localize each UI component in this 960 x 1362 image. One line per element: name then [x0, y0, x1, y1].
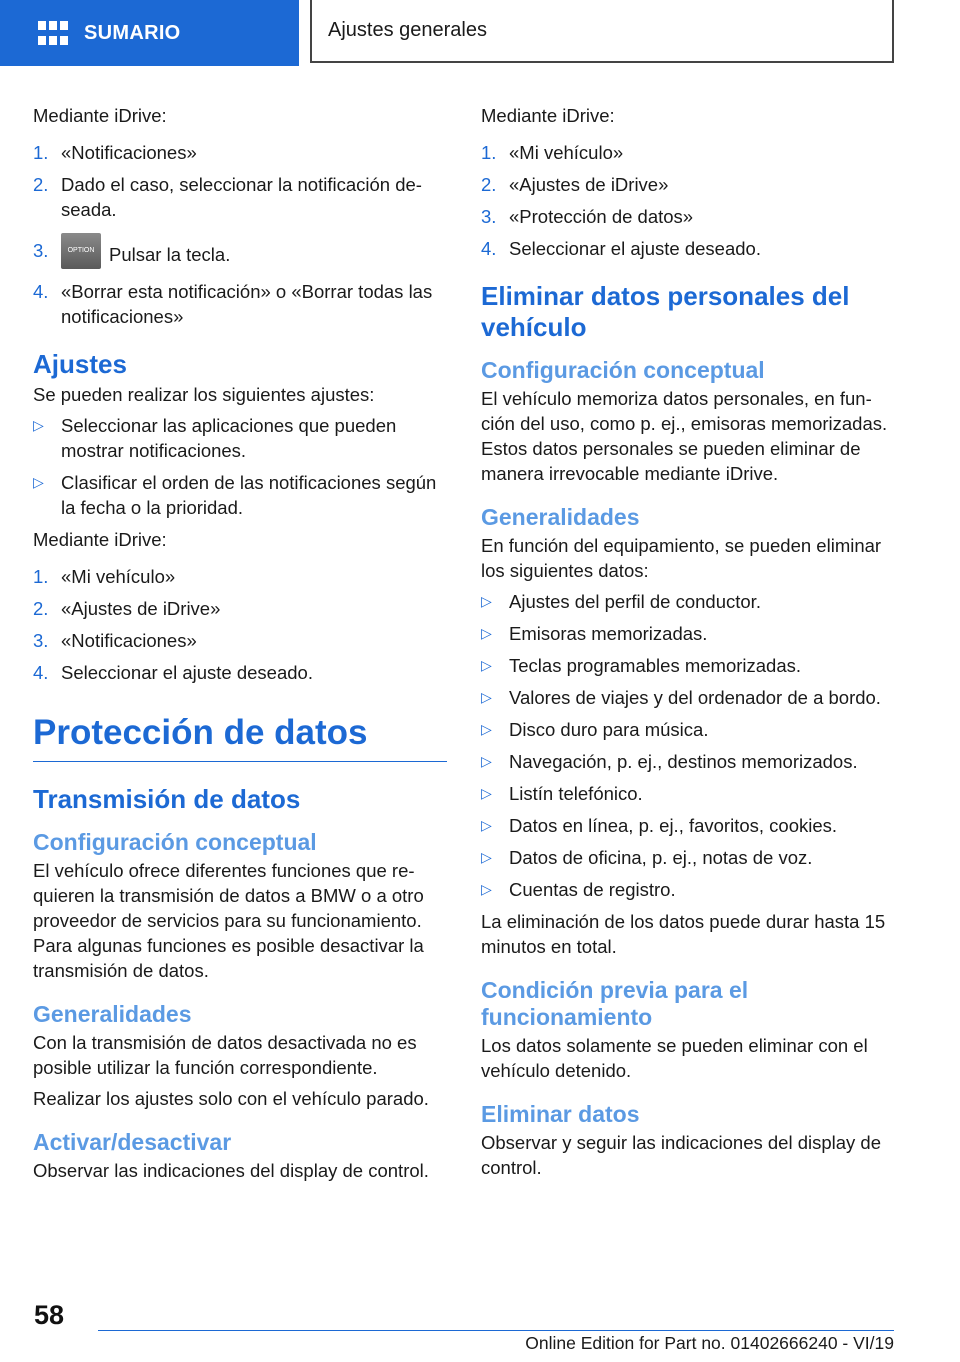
list-item [33, 628, 447, 653]
list-item [481, 653, 901, 678]
intro-text: Mediante iDrive: [33, 105, 167, 126]
triangle-bullet-icon: ▷ [481, 625, 492, 641]
intro-text: Mediante iDrive: [33, 529, 167, 550]
list-item [481, 140, 901, 165]
list-item [481, 685, 901, 710]
step-text: «Notificaciones» [61, 630, 197, 651]
footer-divider [98, 1330, 894, 1331]
step-number: 1. [33, 566, 49, 587]
step-text: «Mi vehículo» [509, 142, 624, 163]
steps-list-ajustes [33, 564, 447, 685]
step-number: 1. [33, 142, 49, 163]
step-number: 3. [481, 206, 497, 227]
triangle-bullet-icon: ▷ [481, 593, 492, 609]
eliminar-datos-personales-heading: Eliminar datos personales del vehículo [481, 281, 850, 342]
datos-bullet-list [481, 589, 901, 902]
step-text: «Notificaciones» [61, 142, 197, 163]
step-number: 4. [33, 281, 49, 302]
option-button-icon: OPTION [61, 233, 101, 269]
bullet-text: Disco duro para música. [509, 719, 709, 740]
transmision-datos-heading: Transmisión de datos [33, 784, 301, 814]
list-item [481, 236, 901, 261]
step-text: «Mi vehículo» [61, 566, 176, 587]
ajustes-bullet-list [33, 413, 447, 520]
proteccion-datos-heading: Protección de datos [33, 713, 447, 762]
bullet-text: Ajustes del perfil de conductor. [509, 591, 761, 612]
bullet-text: Valores de viajes y del ordenador de a bordo. [509, 687, 881, 708]
triangle-bullet-icon: ▷ [481, 785, 492, 801]
generalidades-text: En función del equipamiento, se pueden eliminar los siguientes datos: [481, 535, 882, 581]
list-item [481, 845, 901, 870]
step-text: «Ajustes de iDrive» [509, 174, 669, 195]
triangle-bullet-icon: ▷ [481, 721, 492, 737]
bullet-text: Navegación, p. ej., destinos memorizados. [509, 751, 858, 772]
step-number: 1. [481, 142, 497, 163]
list-item [481, 781, 901, 806]
ajustes-text: Se pueden realizar los siguientes ajustes: [33, 384, 375, 405]
triangle-bullet-icon: ▷ [481, 689, 492, 705]
bullet-text: Listín telefónico. [509, 783, 643, 804]
activar-desactivar-heading: Activar/desactivar [33, 1129, 232, 1155]
triangle-bullet-icon: ▷ [33, 417, 44, 433]
bullet-text: Cuentas de registro. [509, 879, 676, 900]
duracion-text: La eliminación de los datos puede durar hasta 15 minutos en total. [481, 911, 886, 957]
section-title-tab[interactable] [310, 0, 894, 63]
condicion-previa-heading: Condición previa para el funcionamiento [481, 977, 749, 1030]
triangle-bullet-icon: ▷ [481, 753, 492, 769]
config-conceptual-text: El vehículo ofrece diferentes funciones que re-quieren la transmisión de datos a BMW o a otro proveedor de servicios para su funcionamiento. Para algunas funciones es posible desactivar la transmisión de datos. [33, 860, 424, 981]
right-column [481, 103, 901, 1186]
list-item [33, 413, 447, 463]
list-item [33, 140, 447, 165]
list-item [481, 749, 901, 774]
triangle-bullet-icon: ▷ [481, 817, 492, 833]
list-item [33, 596, 447, 621]
list-item [33, 238, 447, 274]
footer-edition-text: Online Edition for Part no. 01402666240 - VI/19 [525, 1333, 894, 1353]
step-number: 4. [481, 238, 497, 259]
step-number: 2. [33, 174, 49, 195]
list-item [33, 279, 447, 329]
steps-list-notifications [33, 140, 447, 329]
bullet-text: Teclas programables memorizadas. [509, 655, 802, 676]
ajustes-heading: Ajustes [33, 349, 127, 379]
left-column [33, 103, 447, 1189]
list-item [481, 717, 901, 742]
bullet-text: Datos en línea, p. ej., favoritos, cookies. [509, 815, 838, 836]
top-navigation-bar [0, 0, 960, 66]
list-item [481, 813, 901, 838]
triangle-bullet-icon: ▷ [481, 849, 492, 865]
step-number: 4. [33, 662, 49, 683]
list-item [481, 172, 901, 197]
list-item [33, 564, 447, 589]
triangle-bullet-icon: ▷ [481, 881, 492, 897]
list-item [481, 589, 901, 614]
bullet-text: Emisoras memorizadas. [509, 623, 708, 644]
eliminar-datos-heading: Eliminar datos [481, 1101, 640, 1127]
triangle-bullet-icon: ▷ [33, 474, 44, 490]
sumario-button[interactable] [0, 0, 299, 66]
steps-list-proteccion [481, 140, 901, 261]
generalidades-heading: Generalidades [33, 1001, 192, 1027]
list-item [33, 660, 447, 685]
config-conceptual-heading: Configuración conceptual [481, 357, 765, 383]
bullet-text: Clasificar el orden de las notificaciones según la fecha o la prioridad. [61, 472, 437, 518]
config-conceptual-heading: Configuración conceptual [33, 829, 317, 855]
list-item [481, 204, 901, 229]
step-number: 2. [481, 174, 497, 195]
step-text: Seleccionar el ajuste deseado. [61, 662, 313, 683]
condicion-previa-text: Los datos solamente se pueden eliminar con el vehículo detenido. [481, 1035, 868, 1081]
intro-text: Mediante iDrive: [481, 105, 615, 126]
section-title: Ajustes generales [328, 19, 487, 41]
list-item [33, 172, 447, 222]
bullet-text: Datos de oficina, p. ej., notas de voz. [509, 847, 813, 868]
activar-desactivar-text: Observar las indicaciones del display de control. [33, 1160, 429, 1181]
step-text: «Ajustes de iDrive» [61, 598, 221, 619]
generalidades-text: Con la transmisión de datos desactivada no es posible utilizar la función correspondiente. [33, 1032, 417, 1078]
grid-menu-icon [38, 21, 68, 45]
step-number: 3. [33, 630, 49, 651]
step-text: Seleccionar el ajuste deseado. [509, 238, 761, 259]
eliminar-datos-text: Observar y seguir las indicaciones del display de control. [481, 1132, 882, 1178]
list-item [481, 877, 901, 902]
step-number: 2. [33, 598, 49, 619]
generalidades-text: Realizar los ajustes solo con el vehículo parado. [33, 1088, 429, 1109]
page-number: 58 [34, 1300, 65, 1330]
sumario-label: SUMARIO [84, 21, 181, 44]
config-conceptual-text: El vehículo memoriza datos personales, en fun-ción del uso, como p. ej., emisoras memorizadas. Estos datos personales se pueden eliminar de manera irrevocable mediante iDrive. [481, 388, 888, 484]
generalidades-heading: Generalidades [481, 504, 640, 530]
triangle-bullet-icon: ▷ [481, 657, 492, 673]
list-item [33, 470, 447, 520]
step-text: «Borrar esta notificación» o «Borrar todas las notificaciones» [61, 281, 433, 327]
step-text: Pulsar la tecla. [109, 243, 231, 265]
step-text: «Protección de datos» [509, 206, 694, 227]
step-number: 3. [33, 240, 49, 261]
bullet-text: Seleccionar las aplicaciones que pueden mostrar notificaciones. [61, 415, 397, 461]
list-item [481, 621, 901, 646]
step-text: Dado el caso, seleccionar la notificación de-seada. [61, 174, 422, 220]
